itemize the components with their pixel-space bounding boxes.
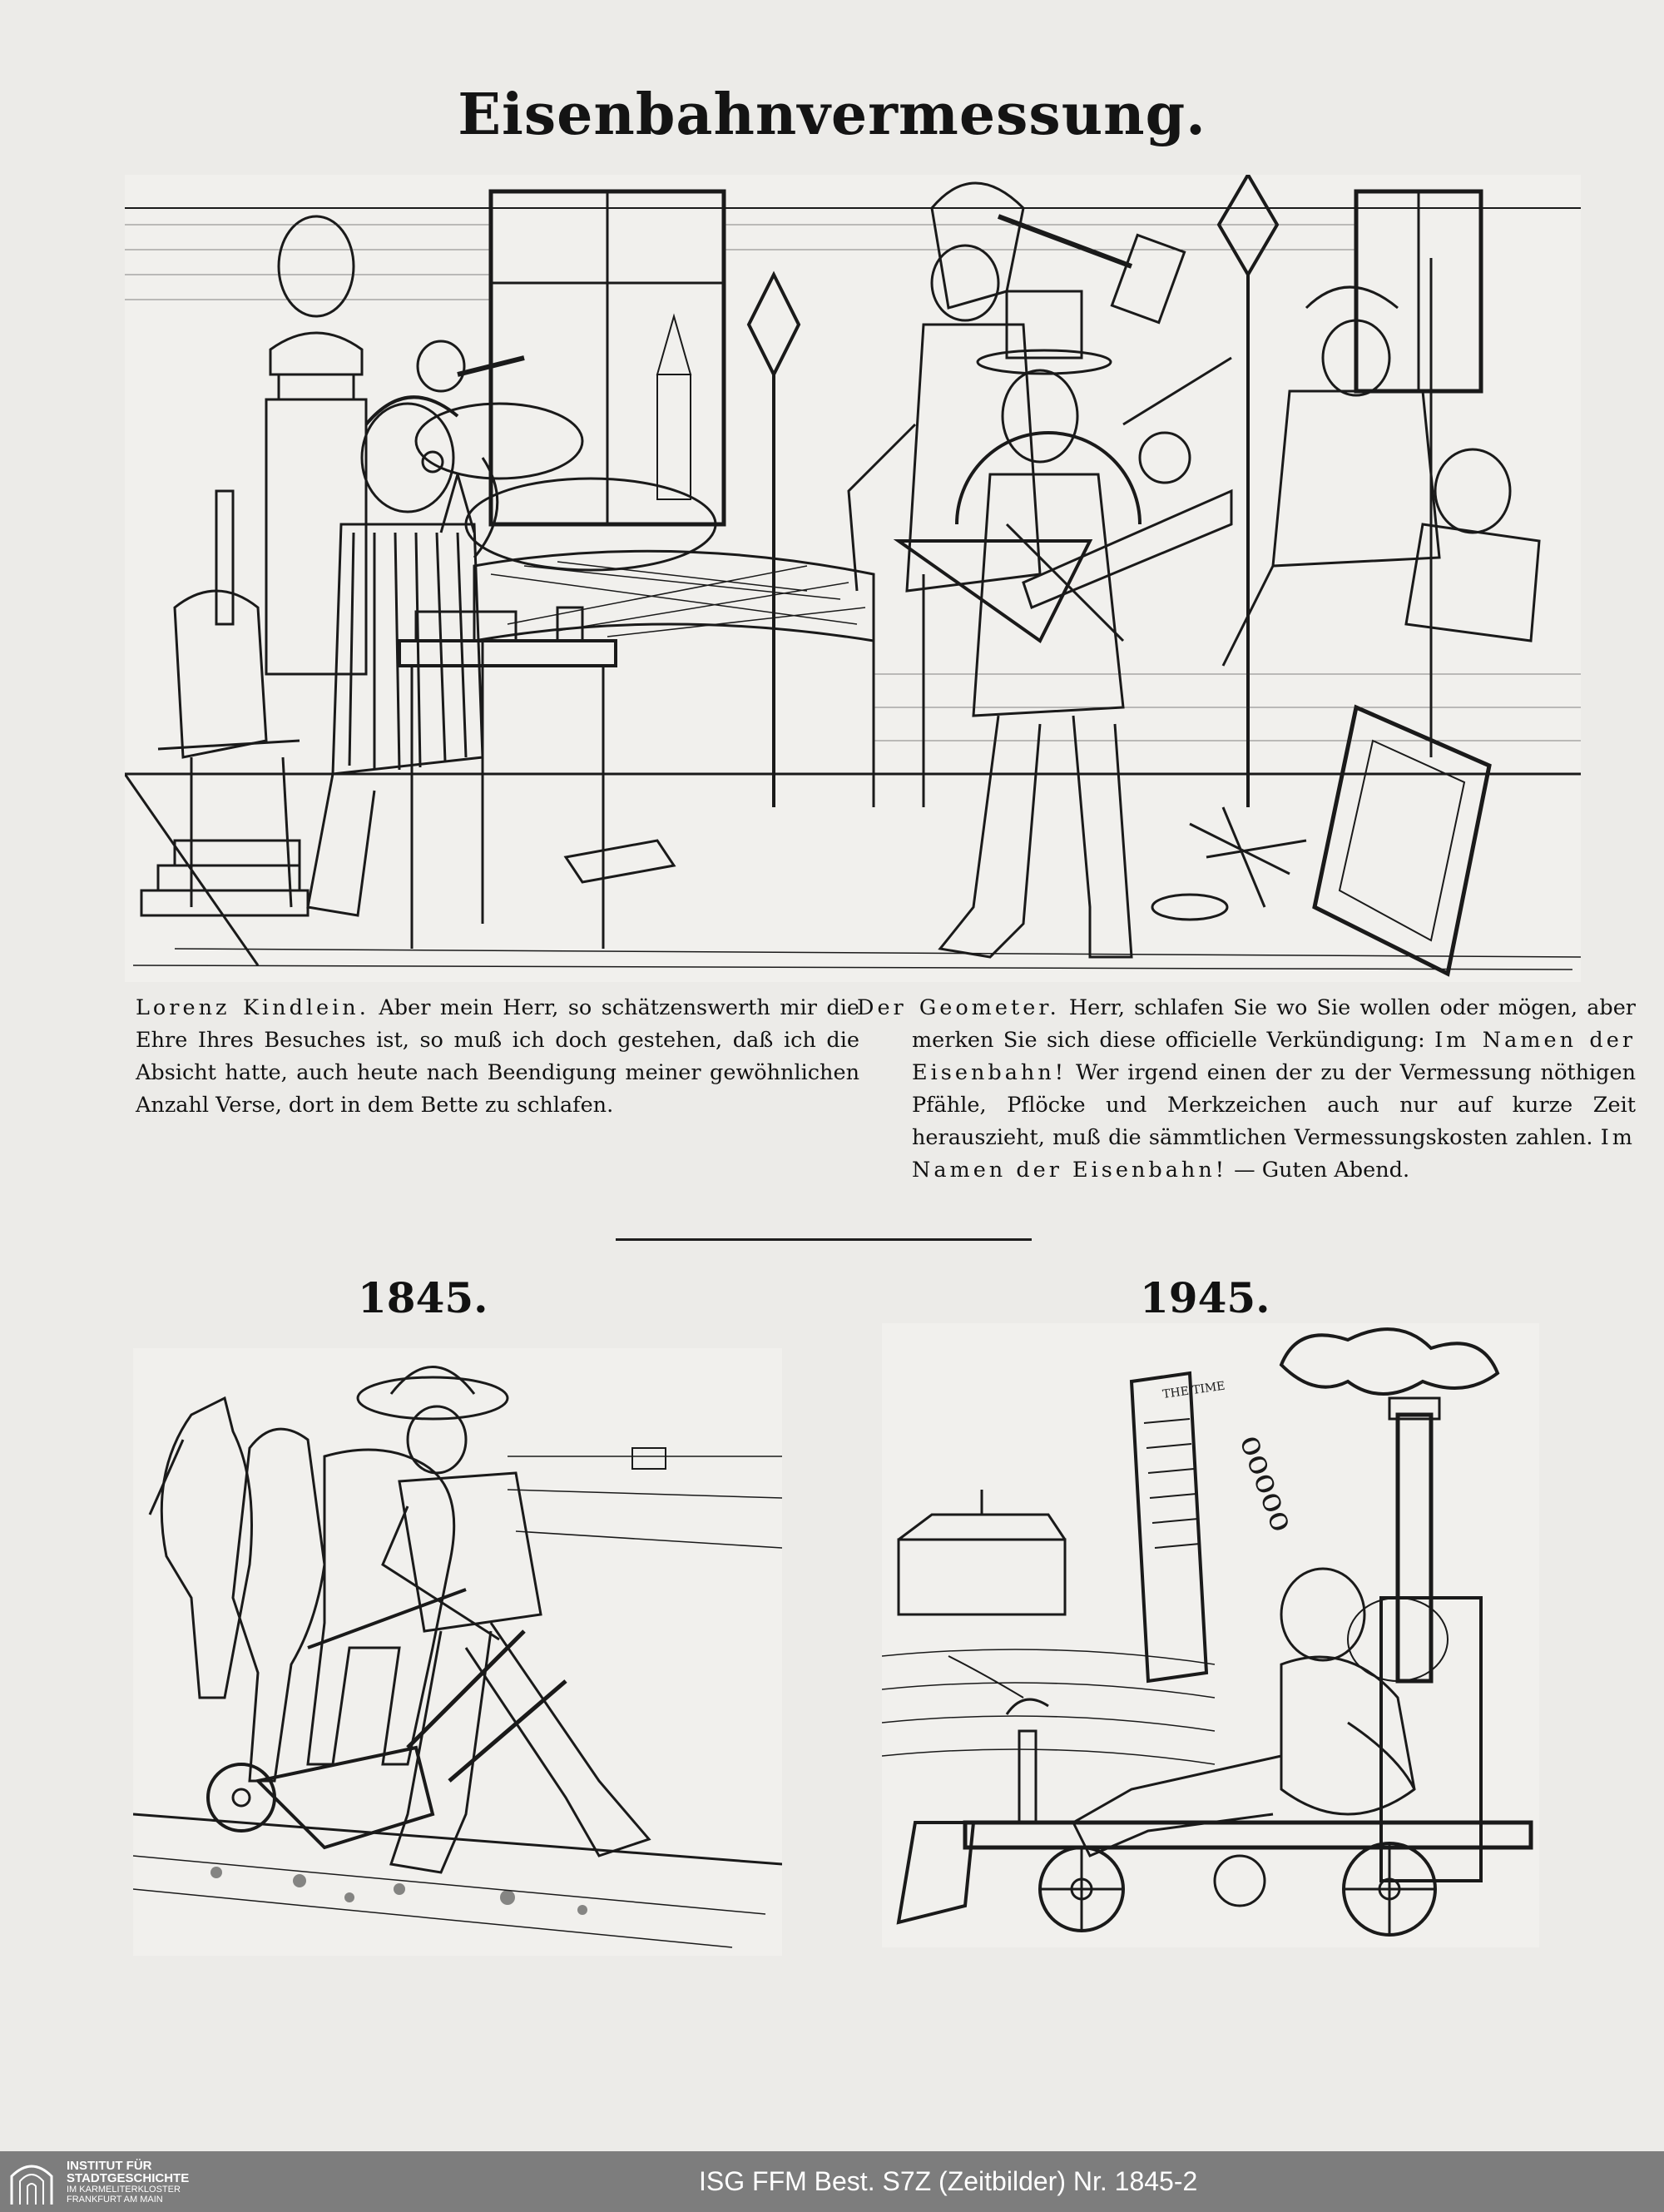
bedroom-survey-scene (125, 175, 1581, 982)
farmer-plough-scene (133, 1348, 782, 1956)
institute-name (67, 2160, 233, 2205)
year-label-left: 1845. (358, 1273, 488, 1322)
caption-right-emphasis-2: Im Namen der Eisenbahn! (912, 1125, 1636, 1183)
smoke-rings: ooooo (1231, 1429, 1303, 1537)
caption-right-text-2: Wer irgend einen der zu der Vermessung nöthigen Pfähle, Pflöcke und Merkzeichen auch nur auf kurze Zeit herauszieht, muß die sämmtlichen Vermessungskosten zahlen. (912, 1060, 1636, 1150)
archive-footer-bar (0, 2151, 1664, 2212)
institute-logo-icon (7, 2160, 57, 2206)
caption-right-text: Herr, schlafen Sie wo Sie wollen oder mögen, aber merken Sie sich diese officielle Verkündigung: (912, 995, 1636, 1053)
caption-lorenz-kindlein (81, 992, 859, 1122)
caption-der-geometer (857, 992, 1636, 1187)
archive-reference: ISG FFM Best. S7Z (Zeitbilder) Nr. 1845-2 (699, 2166, 1198, 2196)
caption-right-emphasis-1: Im Namen der Eisenbahn! (912, 1028, 1637, 1085)
caption-left-text: Aber mein Herr, so schätzenswerth mir die Ehre Ihres Besuches ist, so muß ich doch gestehen, daß ich die Absicht hatte, auch heute nach Beendigung meiner gewöhnlichen Anzahl Verse, dort in dem Bette zu schlafen. (136, 995, 859, 1118)
institute-line-2: STADTGESCHICHTE (67, 2171, 190, 2185)
newspaper-masthead: THE TIME (1161, 1379, 1226, 1401)
section-divider (616, 1238, 1032, 1241)
top-illustration (125, 175, 1581, 982)
reclining-traveller-scene (882, 1323, 1539, 1947)
page-title: Eisenbahnvermessung. (458, 82, 1206, 148)
year-label-right: 1945. (1140, 1273, 1270, 1322)
ploughing-illustration (133, 1348, 782, 1956)
locomotive-illustration (882, 1323, 1539, 1947)
speaker-name-right: Der Geometer. (857, 995, 1060, 1020)
institute-line-1: INSTITUT FÜR (67, 2159, 152, 2173)
caption-right-text-3: — Guten Abend. (1234, 1158, 1410, 1183)
speaker-name-left: Lorenz Kindlein. (136, 995, 369, 1020)
institute-line-3: IM KARMELITERKLOSTER (67, 2185, 181, 2195)
institute-line-4: FRANKFURT AM MAIN (67, 2195, 163, 2205)
